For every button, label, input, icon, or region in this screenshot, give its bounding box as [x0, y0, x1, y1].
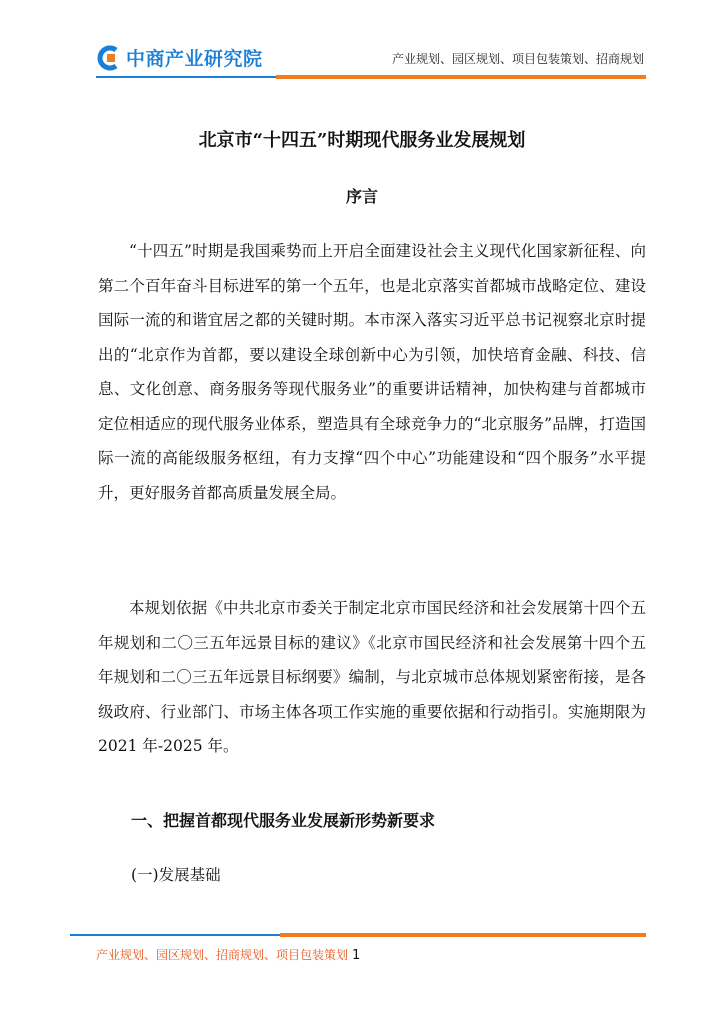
- header-divider-orange: [276, 75, 646, 79]
- footer-divider-orange: [280, 933, 646, 937]
- logo-text: 中商产业研究院: [126, 48, 263, 70]
- subsection-heading: (一)发展基础: [131, 866, 221, 884]
- header-tagline: 产业规划、园区规划、项目包装策划、招商规划: [391, 52, 644, 66]
- company-logo: [96, 44, 263, 71]
- page-number: 1: [352, 948, 361, 963]
- logo-c-icon: [96, 45, 122, 71]
- paragraph-1: “十四五”时期是我国乘势而上开启全面建设社会主义现代化国家新征程、向第二个百年奋斗目标进军的第一个五年，也是北京落实首都城市战略定位、建设国际一流的和谐宜居之都的关键时期。本市深入落实习近平总书记视察北京时提出的“北京作为首都，要以建设全球创新中心为引领，加快培育金融、科技、信息、文化创意、商务服务等现代服务业”的重要讲话精神，加快构建与首都城市定位相适应的现代服务业体系，塑造具有全球竞争力的“北京服务”品牌，打造国际一流的高能级服务枢纽，有力支撑“四个中心”功能建设和“四个服务”水平提升，更好服务首都高质量发展全局。: [98, 242, 646, 502]
- section-heading: 一、把握首都现代服务业发展新形势新要求: [131, 811, 436, 830]
- header-divider-blue: [96, 76, 276, 78]
- footer-text: 产业规划、园区规划、招商规划、项目包装策划: [96, 948, 349, 962]
- footer: [96, 946, 360, 963]
- document-title: 北京市“十四五”时期现代服务业发展规划: [198, 130, 526, 151]
- preface-heading: 序言: [345, 187, 378, 206]
- footer-divider-blue: [70, 934, 280, 936]
- paragraph-2: 本规划依据《中共北京市委关于制定北京市国民经济和社会发展第十四个五年规划和二〇三五年远景目标的建议》《北京市国民经济和社会发展第十四个五年规划和二〇三五年远景目标纲要》编制，与北京城市总体规划紧密衔接，是各级政府、行业部门、市场主体各项工作实施的重要依据和行动指引。实施期限为 2021 年-2025 年。: [98, 599, 646, 755]
